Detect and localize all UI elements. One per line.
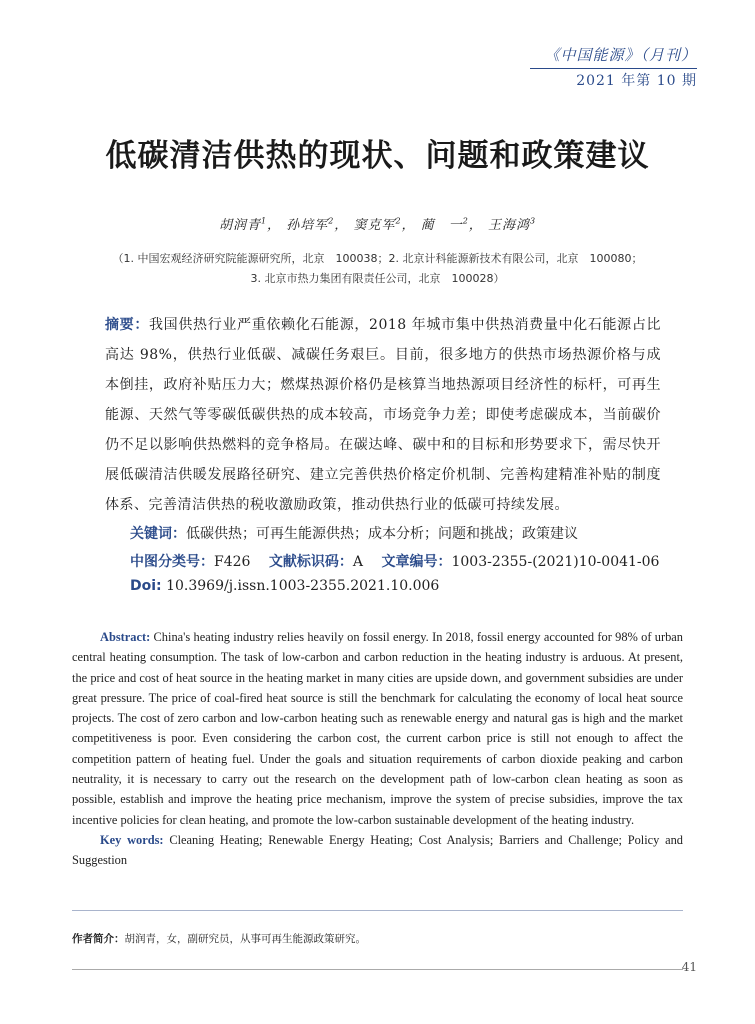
affiliation-line: 3. 北京市热力集团有限责任公司，北京 100028） — [250, 272, 505, 285]
doc-code-label: 文献标识码： — [268, 554, 353, 570]
clc-label: 中图分类号： — [130, 554, 214, 570]
author-affil-mark: 2 — [395, 216, 402, 226]
author-bio — [72, 931, 366, 946]
author-affil-mark: 2 — [328, 216, 335, 226]
doi-line — [130, 578, 695, 594]
author-name: 胡润青 — [218, 218, 261, 233]
abstract-english — [72, 627, 683, 871]
header-divider — [530, 68, 697, 69]
footnote-divider — [72, 910, 683, 911]
affiliations — [60, 249, 695, 289]
classification-line — [130, 551, 695, 571]
journal-issue: 2021 年第 10 期 — [576, 73, 697, 89]
keywords-en-paragraph — [72, 830, 683, 871]
keywords-cn-text: 低碳供热；可再生能源供热；成本分析；问题和挑战；政策建议 — [186, 526, 578, 542]
paper-title: 低碳清洁供热的现状、问题和政策建议 — [105, 138, 650, 174]
affiliation-line: （1. 中国宏观经济研究院能源研究所，北京 100038；2. 北京计科能源新技术有限公司，北京 100080； — [112, 252, 643, 265]
keywords-en-text: Cleaning Heating; Renewable Energy Heating; Cost Analysis; Barriers and Challenge; Policy and Suggestion — [72, 832, 683, 868]
abstract-chinese — [105, 310, 661, 520]
article-number-value: 1003-2355-(2021)10-0041-06 — [451, 554, 660, 570]
author-affil-mark: 1 — [260, 216, 268, 226]
author-name: 窦克军 — [353, 218, 396, 233]
page-number: 41 — [681, 960, 697, 974]
abstract-cn-text: 我国供热行业严重依赖化石能源，2018 年城市集中供热消费量中化石能源占比高达 98%，供热行业低碳、减碳任务艰巨。目前，很多地方的供热市场热源价格与成本倒挂，政府补贴压力大；燃煤热源价格仍是核算当地热源项目经济性的标杆，可再生能源、天然气等零碳低碳供热的成本较高，市场竞争力差；即使考虑碳成本，当前碳价仍不足以影响供热燃料的竞争格局。在碳达峰、碳中和的目标和形势要求下，需尽快开展低碳清洁供暖发展路径研究、建立完善供热价格定价机制、完善构建精准补贴的制度体系、完善清洁供热的税收激励政策，推动供热行业的低碳可持续发展。 — [105, 317, 662, 513]
author-name: 孙培军 — [286, 218, 329, 233]
author-bio-label: 作者简介： — [72, 933, 125, 945]
author-list: 胡润青$^1$， 孙培军$^2$， 窦克军$^2$， 蔺 一$^2$， 王海鸿$^3$ — [218, 216, 537, 233]
author-name: 蔺 一 — [420, 218, 463, 233]
doc-code-value: A — [352, 554, 364, 570]
author-name: 王海鸿 — [487, 218, 530, 233]
journal-name: 《中国能源》（月刊） — [544, 46, 697, 64]
abstract-en-paragraph — [72, 627, 683, 830]
keywords-cn-label: 关键词： — [130, 526, 186, 542]
page-footer-divider — [72, 969, 683, 970]
author-affil-mark: 2 — [462, 216, 469, 226]
abstract-en-label: Abstract: — [100, 630, 151, 644]
clc-value: F426 — [214, 554, 251, 570]
keywords-en-label: Key words: — [100, 832, 164, 847]
author-affil-mark: 3 — [529, 216, 537, 226]
doi-value[interactable]: 10.3969/j.issn.1003-2355.2021.10.006 — [166, 578, 440, 594]
abstract-en-text: China's heating industry relies heavily on fossil energy. In 2018, fossil energy accounted for 98% of urban central heating consumption. The task of low-carbon and carbon reduction in the heating industry is arduous. At present, the price and cost of heat source in the heating market in many cities are upside down, and government subsidies are under great pressure. The price of coal-fired heat source is still the benchmark for calculating the economy of local heat source projects. The cost of zero carbon and low-carbon heating such as renewable energy and natural gas is high and the market competitiveness is poor. Even considering the carbon cost, the current carbon price is still not enough to affect the competition pattern of heating fuel. Under the goals and situation requirements of carbon dioxide peaking and carbon neutrality, it is necessary to carry out the research on the development path of low-carbon clean heating as soon as possible, establish and improve the heating price mechanism, improve the system of precise subsidies, improve the tax incentive policies for clean heating, and promote the low-carbon sustainable development of the heating industry. — [72, 630, 683, 827]
author-bio-text: 胡润青，女，副研究员，从事可再生能源政策研究。 — [124, 933, 366, 945]
article-number-label: 文章编号： — [381, 554, 452, 570]
abstract-cn-label: 摘要： — [105, 317, 150, 333]
doi-label: Doi: — [130, 578, 162, 594]
keywords-chinese — [130, 523, 695, 543]
